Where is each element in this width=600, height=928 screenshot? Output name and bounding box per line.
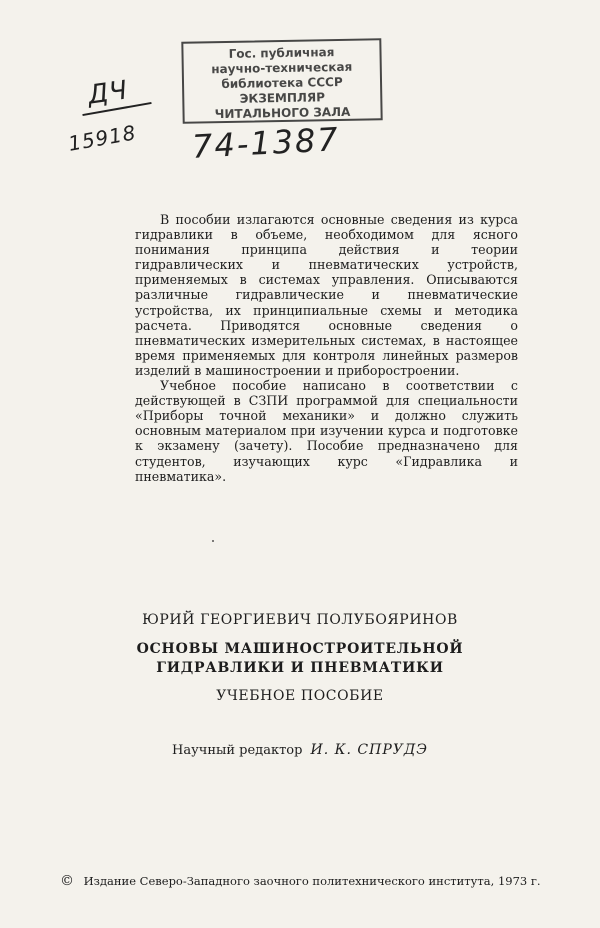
library-stamp xyxy=(181,38,382,123)
stamp-line: научно-техническая xyxy=(211,59,353,77)
handwritten-shelf-code: 74-1387 xyxy=(191,120,341,166)
copyright-icon: © xyxy=(60,873,74,889)
stamp-line: ЧИТАЛЬНОГО ЗАЛА xyxy=(214,104,351,122)
annotation-text xyxy=(135,212,518,484)
book-title-line: ОСНОВЫ МАШИНОСТРОИТЕЛЬНОЙ xyxy=(136,641,464,657)
scientific-editor xyxy=(0,742,600,758)
book-title xyxy=(0,640,600,678)
author-name: ЮРИЙ ГЕОРГИЕВИЧ ПОЛУБОЯРИНОВ xyxy=(142,612,458,628)
editor-name: И. К. СПРУДЭ xyxy=(310,742,428,758)
handwritten-mark-top: ДЧ xyxy=(86,75,131,111)
stamp-line: ЭКЗЕМПЛЯР xyxy=(239,90,326,106)
stamp-line: библиотека СССР xyxy=(221,74,343,92)
stamp-line: Гос. публичная xyxy=(228,45,335,61)
print-speck xyxy=(212,540,214,542)
editor-label: Научный редактор xyxy=(172,743,303,758)
book-subtitle: УЧЕБНОЕ ПОСОБИЕ xyxy=(216,688,384,704)
imprint-text: Издание Северо-Западного заочного политехнического института, 1973 г. xyxy=(83,874,541,888)
book-title-line: ГИДРАВЛИКИ И ПНЕВМАТИКИ xyxy=(156,660,444,676)
imprint xyxy=(60,873,540,889)
annotation-paragraph: В пособии излагаются основные сведения из курса гидравлики в объеме, необходимом для ясного понимания принципа действия и теории гидравлических и пневматических устройств, применяемых в системах управления. Описываются различные гидравлические и пневматические устройства, их принципиальные схемы и методика расчета. Приводятся основные сведения о пневматических измерительных системах, в настоящее время применяемых для контроля линейных размеров изделий в машиностроении и приборостроении. xyxy=(135,212,518,378)
annotation-paragraph: Учебное пособие написано в соответствии с действующей в СЗПИ программой для специальности «Приборы точной механики» и должно служить основным материалом при изучении курса и подготовке к экзамену (зачету). Пособие предназначено для студентов, изучающих курс «Гидравлика и пневматика». xyxy=(135,378,518,484)
handwritten-mark-bottom: 15918 xyxy=(66,120,139,156)
